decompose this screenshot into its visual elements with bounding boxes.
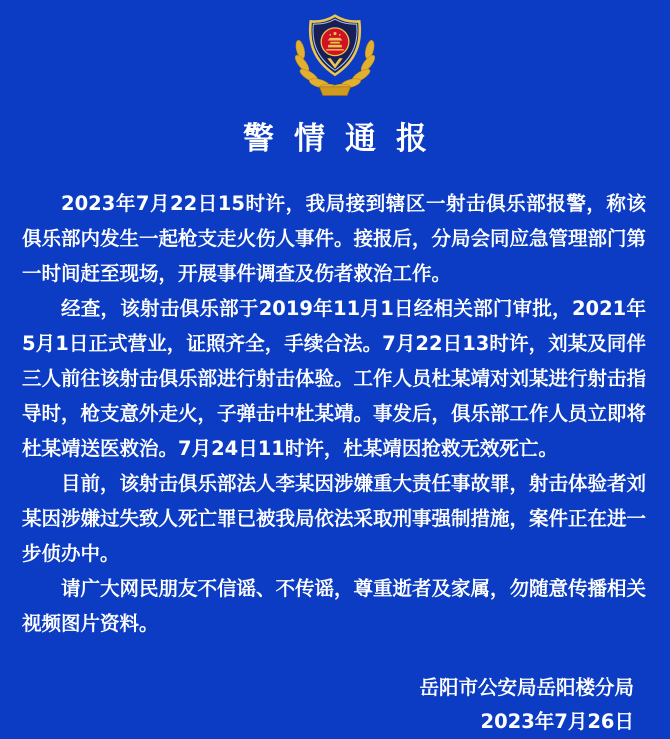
issuer-name: 岳阳市公安局岳阳楼分局 [419, 676, 634, 699]
notice-paragraph-2: 经查，该射击俱乐部于2019年11月1日经相关部门审批，2021年5月1日正式营业，证照齐全，手续合法。7月22日13时许，刘某及同伴三人前往该射击俱乐部进行射击体验。工作人员杜某靖对刘某进行射击指导时，枪支意外走火，子弹击中杜某靖。事发后，俱乐部工作人员立即将杜某靖送医救治。7月24日11时许，杜某靖因抢救无效死亡。 [22, 297, 647, 460]
notice-paragraph-4: 请广大网民朋友不信谣、不传谣，尊重逝者及家属，勿随意传播相关视频图片资料。 [22, 577, 647, 635]
badge-container [0, 0, 670, 100]
issue-date: 2023年7月26日 [480, 710, 634, 733]
notice-paragraph-3: 目前，该射击俱乐部法人李某因涉嫌重大责任事故罪，射击体验者刘某因涉嫌过失致人死亡罪已被我局依法采取刑事强制措施，案件正在进一步侦办中。 [22, 472, 647, 565]
notice-paragraph-1: 2023年7月22日15时许，我局接到辖区一射击俱乐部报警，称该俱乐部内发生一起枪支走火伤人事件。接报后，分局会同应急管理部门第一时间赶至现场，开展事件调查及伤者救治工作。 [22, 192, 647, 285]
notice-title: 警情通报 [243, 121, 447, 157]
notice-body [22, 186, 646, 641]
notice-signature [0, 671, 634, 739]
police-badge-icon [283, 13, 387, 100]
